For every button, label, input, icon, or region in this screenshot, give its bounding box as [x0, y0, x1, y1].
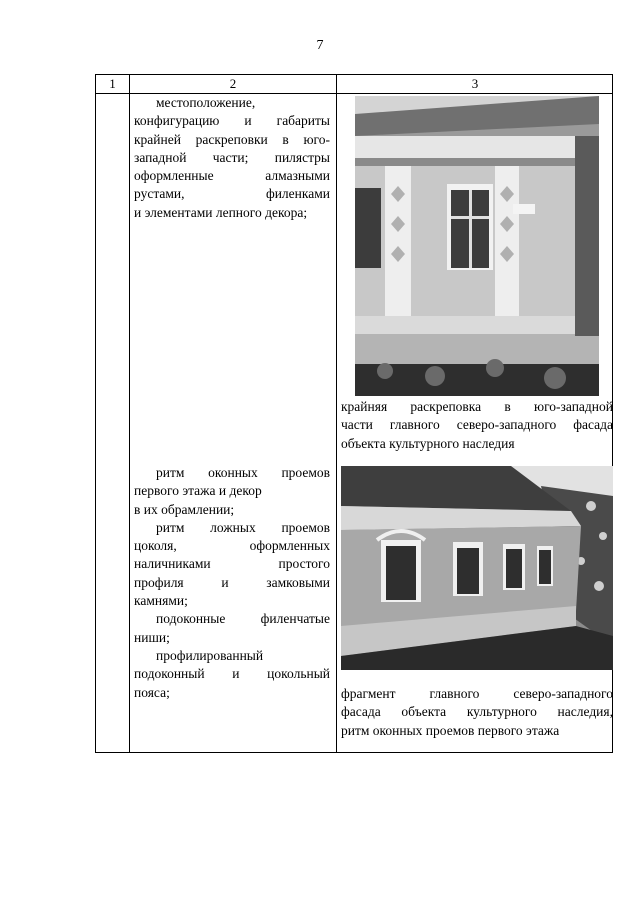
caption-line: части главного северо-западного фасада — [341, 417, 613, 433]
text-line: рустами, филенками — [134, 186, 330, 202]
caption-line: фасада объекта культурного наследия, — [341, 704, 613, 720]
text-line: западной части; пилястры — [134, 149, 330, 165]
photo-corner-projection — [355, 96, 599, 396]
text-line: профилированный — [156, 647, 264, 663]
text-line: крайней раскреповки в юго- — [134, 131, 330, 147]
text-line: профиля и замковыми — [134, 574, 330, 590]
text-line: местоположение, — [156, 95, 256, 110]
column-divider — [336, 75, 337, 752]
column-header-3: 3 — [471, 76, 479, 91]
caption-line: объекта культурного наследия — [341, 435, 515, 451]
column-header-1: 1 — [109, 76, 116, 91]
feature-description-1 — [134, 94, 330, 222]
text-line: камнями; — [134, 593, 188, 609]
caption-line: крайняя раскреповка в юго-западной — [341, 399, 613, 414]
feature-description-2 — [134, 464, 330, 702]
text-line: цоколя, оформленных — [134, 538, 330, 554]
photo-caption-1 — [341, 398, 613, 453]
text-line: оформленные алмазными — [134, 168, 330, 184]
page-number: 7 — [316, 38, 324, 53]
text-line: конфигурацию и габариты — [134, 113, 330, 129]
text-line: ниши; — [134, 629, 170, 645]
caption-line: фрагмент главного северо-западного — [341, 686, 613, 701]
text-line: ритм оконных проемов — [156, 465, 330, 480]
text-line: в их обрамлении; — [134, 501, 235, 517]
column-divider — [129, 75, 130, 752]
text-line: подоконные филенчатые — [156, 611, 330, 627]
text-line: ритм ложных проемов — [156, 519, 330, 535]
text-line: подоконный и цокольный — [134, 666, 330, 682]
caption-line: ритм оконных проемов первого этажа — [341, 722, 560, 738]
text-line: наличниками простого — [134, 556, 330, 572]
text-line: пояса; — [134, 684, 170, 700]
photo-caption-2 — [341, 685, 613, 740]
text-line: первого этажа и декор — [134, 483, 262, 499]
text-line: и элементами лепного декора; — [134, 204, 308, 220]
heritage-table — [95, 74, 613, 753]
column-header-2: 2 — [229, 76, 237, 91]
photo-facade-fragment — [341, 466, 613, 670]
